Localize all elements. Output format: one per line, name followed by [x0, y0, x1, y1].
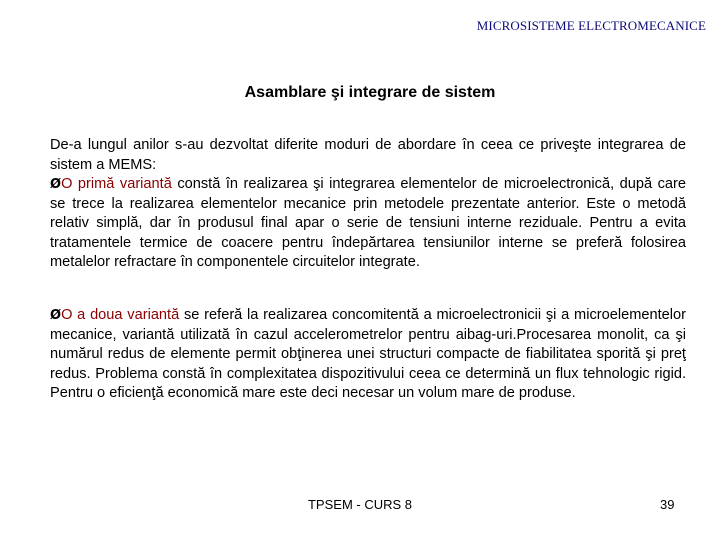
- footer-course-code: TPSEM - CURS 8: [307, 497, 412, 512]
- second-variant-text: se referă la realizarea concomitentă a microelectronicii şi a microelementelor mecanice, variantă utilizată în cazul accelerometrelor pentru aibag-uri.Procesarea monolit, ca şi numărul redus de elemente permit obţinerea unei structuri compacte de fiabilitatea sporită şi preţ redus. Problema constă în complexitatea dispozitivului ceea ce determină un flux tehnologic rigid. Pentru o eficienţă economică mare este deci necesar un volum mare de produse.: [50, 307, 686, 401]
- page-number: 39: [660, 497, 675, 512]
- intro-text: De-a lungul anilor s-au dezvoltat diferite moduri de abordare în ceea ce priveşte integrarea de sistem a MEMS:: [50, 137, 686, 173]
- slide-title: Asamblare şi integrare de sistem: [244, 84, 496, 101]
- first-variant-paragraph: [50, 175, 686, 273]
- second-variant-paragraph: [50, 306, 686, 404]
- first-variant-text: constă în realizarea şi integrarea elementelor de microelectronică, după care se trece la realizarea elementelor mecanice prin metodele prezentate anterior. Este o metodă relativ simplă, dar în produsul final apar o serie de tensiuni interne reziduale. Pentru a evita tratamentele termice de coacere pentru îndepărtarea tensiunilor interne se preferă folosirea metalelor refractare în componentele circuitelor integrate.: [50, 176, 686, 270]
- intro-paragraph: [50, 136, 686, 175]
- first-block: [50, 136, 686, 273]
- first-variant-label: O primă variantă: [61, 176, 172, 192]
- arrow-bullet-icon: Ø: [50, 308, 62, 323]
- arrow-bullet-icon: Ø: [50, 177, 62, 192]
- second-block: [50, 306, 686, 404]
- course-header: MICROSISTEME ELECTROMECANICE: [476, 18, 706, 33]
- second-variant-label: O a doua variantă: [61, 307, 180, 323]
